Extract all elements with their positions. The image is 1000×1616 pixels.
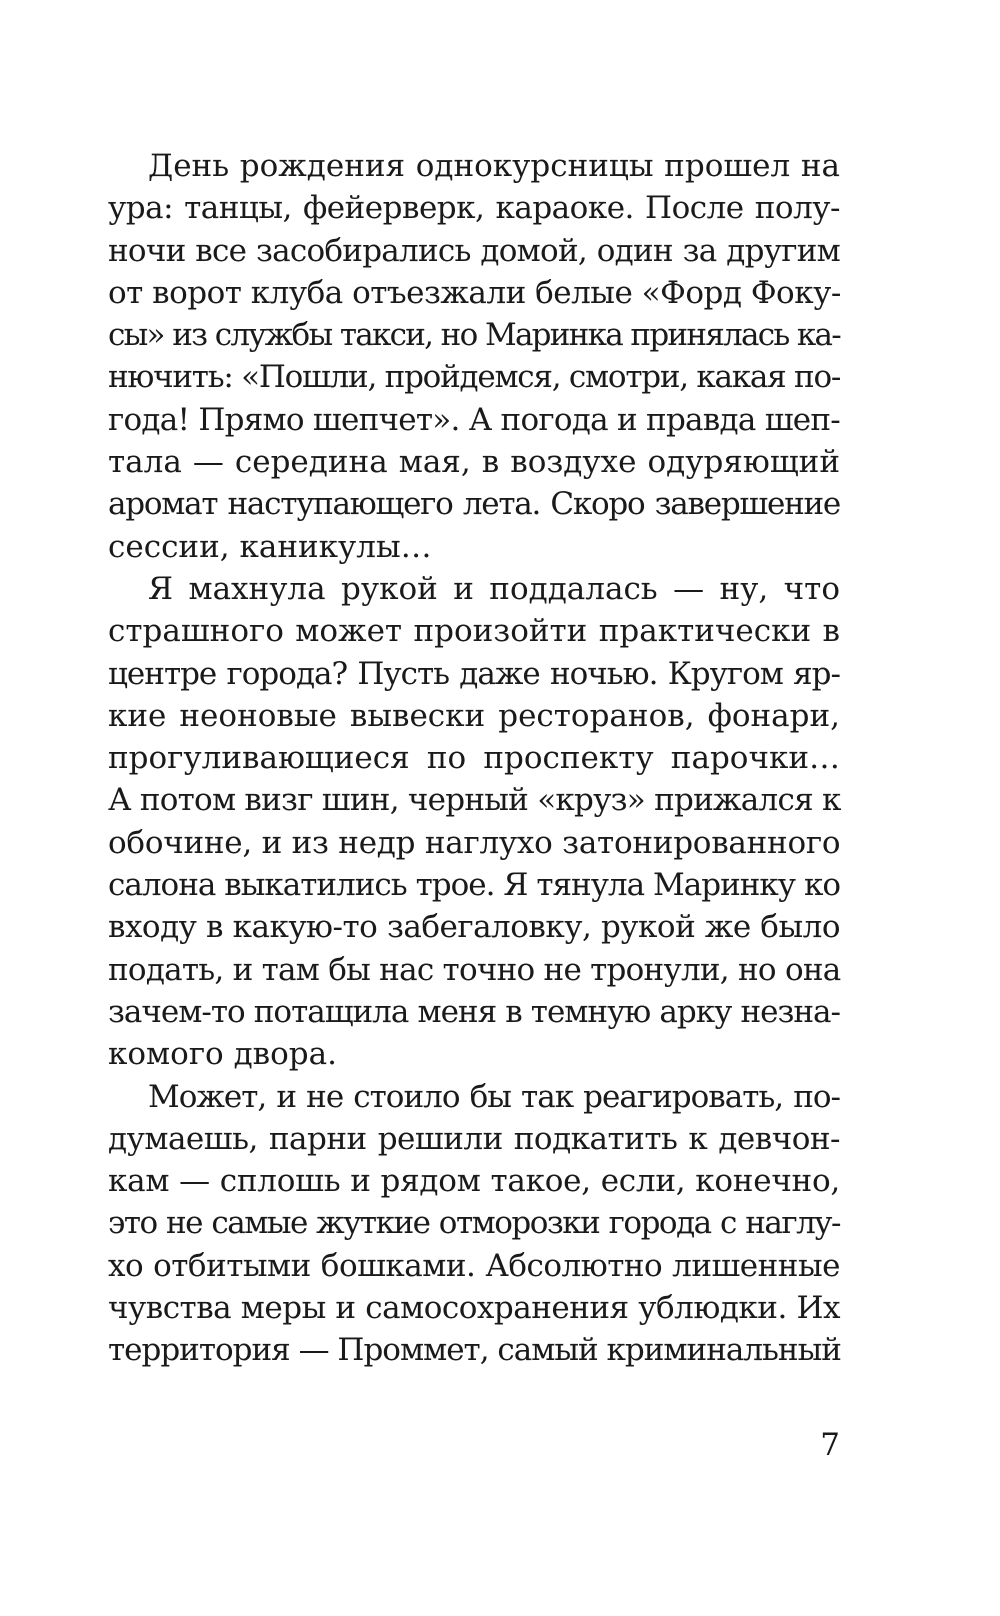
text-line: центре города? Пусть даже ночью. Кругом яр-	[108, 655, 840, 692]
text-line: А потом визг шин, черный «круз» прижался к	[108, 782, 841, 819]
text-line: ночи все засобирались домой, один за другим	[108, 232, 840, 269]
body-text	[108, 145, 840, 1372]
text-line: чувства меры и самосохранения ублюдки. Их	[108, 1290, 840, 1327]
text-line: подать, и там бы нас точно не тронули, но она	[108, 951, 841, 988]
text-line: страшного может произойти практически в	[108, 613, 840, 650]
text-line: года! Прямо шепчет». А погода и правда шеп-	[108, 401, 840, 438]
text-line: ура: танцы, фейерверк, караоке. После полу-	[108, 190, 840, 227]
text-line: комого двора.	[108, 1036, 337, 1073]
text-line: тала — середина мая, в воздухе одуряющий	[108, 444, 840, 481]
text-line: входу в какую-то забегаловку, рукой же было	[108, 909, 840, 946]
text-line: зачем-то потащила меня в темную арку незна-	[108, 993, 840, 1030]
page-number: 7	[820, 1427, 840, 1463]
text-line: кам — сплошь и рядом такое, если, конечно,	[108, 1163, 840, 1200]
text-line: Может, и не стоило бы так реагировать, по-	[148, 1078, 840, 1115]
text-line: думаешь, парни решили подкатить к девчон-	[108, 1120, 840, 1157]
text-line: салона выкатились трое. Я тянула Маринку ко	[108, 867, 840, 904]
text-line: обочине, и из недр наглухо затонированного	[108, 824, 841, 861]
text-line: Я махнула рукой и поддалась — ну, что	[148, 570, 840, 607]
text-line: хо отбитыми бошками. Абсолютно лишенные	[108, 1247, 840, 1284]
text-line: День рождения однокурсницы прошел на	[148, 148, 840, 184]
text-line: нючить: «Пошли, пройдемся, смотри, какая по-	[108, 359, 841, 396]
text-line: прогуливающиеся по проспекту парочки…	[108, 740, 840, 777]
text-line: кие неоновые вывески ресторанов, фонари,	[108, 697, 840, 734]
text-line: от ворот клуба отъезжали белые «Форд Фоку-	[108, 274, 841, 311]
text-line: сы» из службы такси, но Маринка принялась ка-	[108, 317, 840, 354]
text-line: аромат наступающего лета. Скоро завершение	[108, 486, 840, 523]
text-line: сессии, каникулы…	[108, 528, 432, 565]
text-line: территория — Проммет, самый криминальный	[108, 1332, 841, 1369]
text-line: это не самые жуткие отморозки города с наглу-	[108, 1205, 840, 1242]
